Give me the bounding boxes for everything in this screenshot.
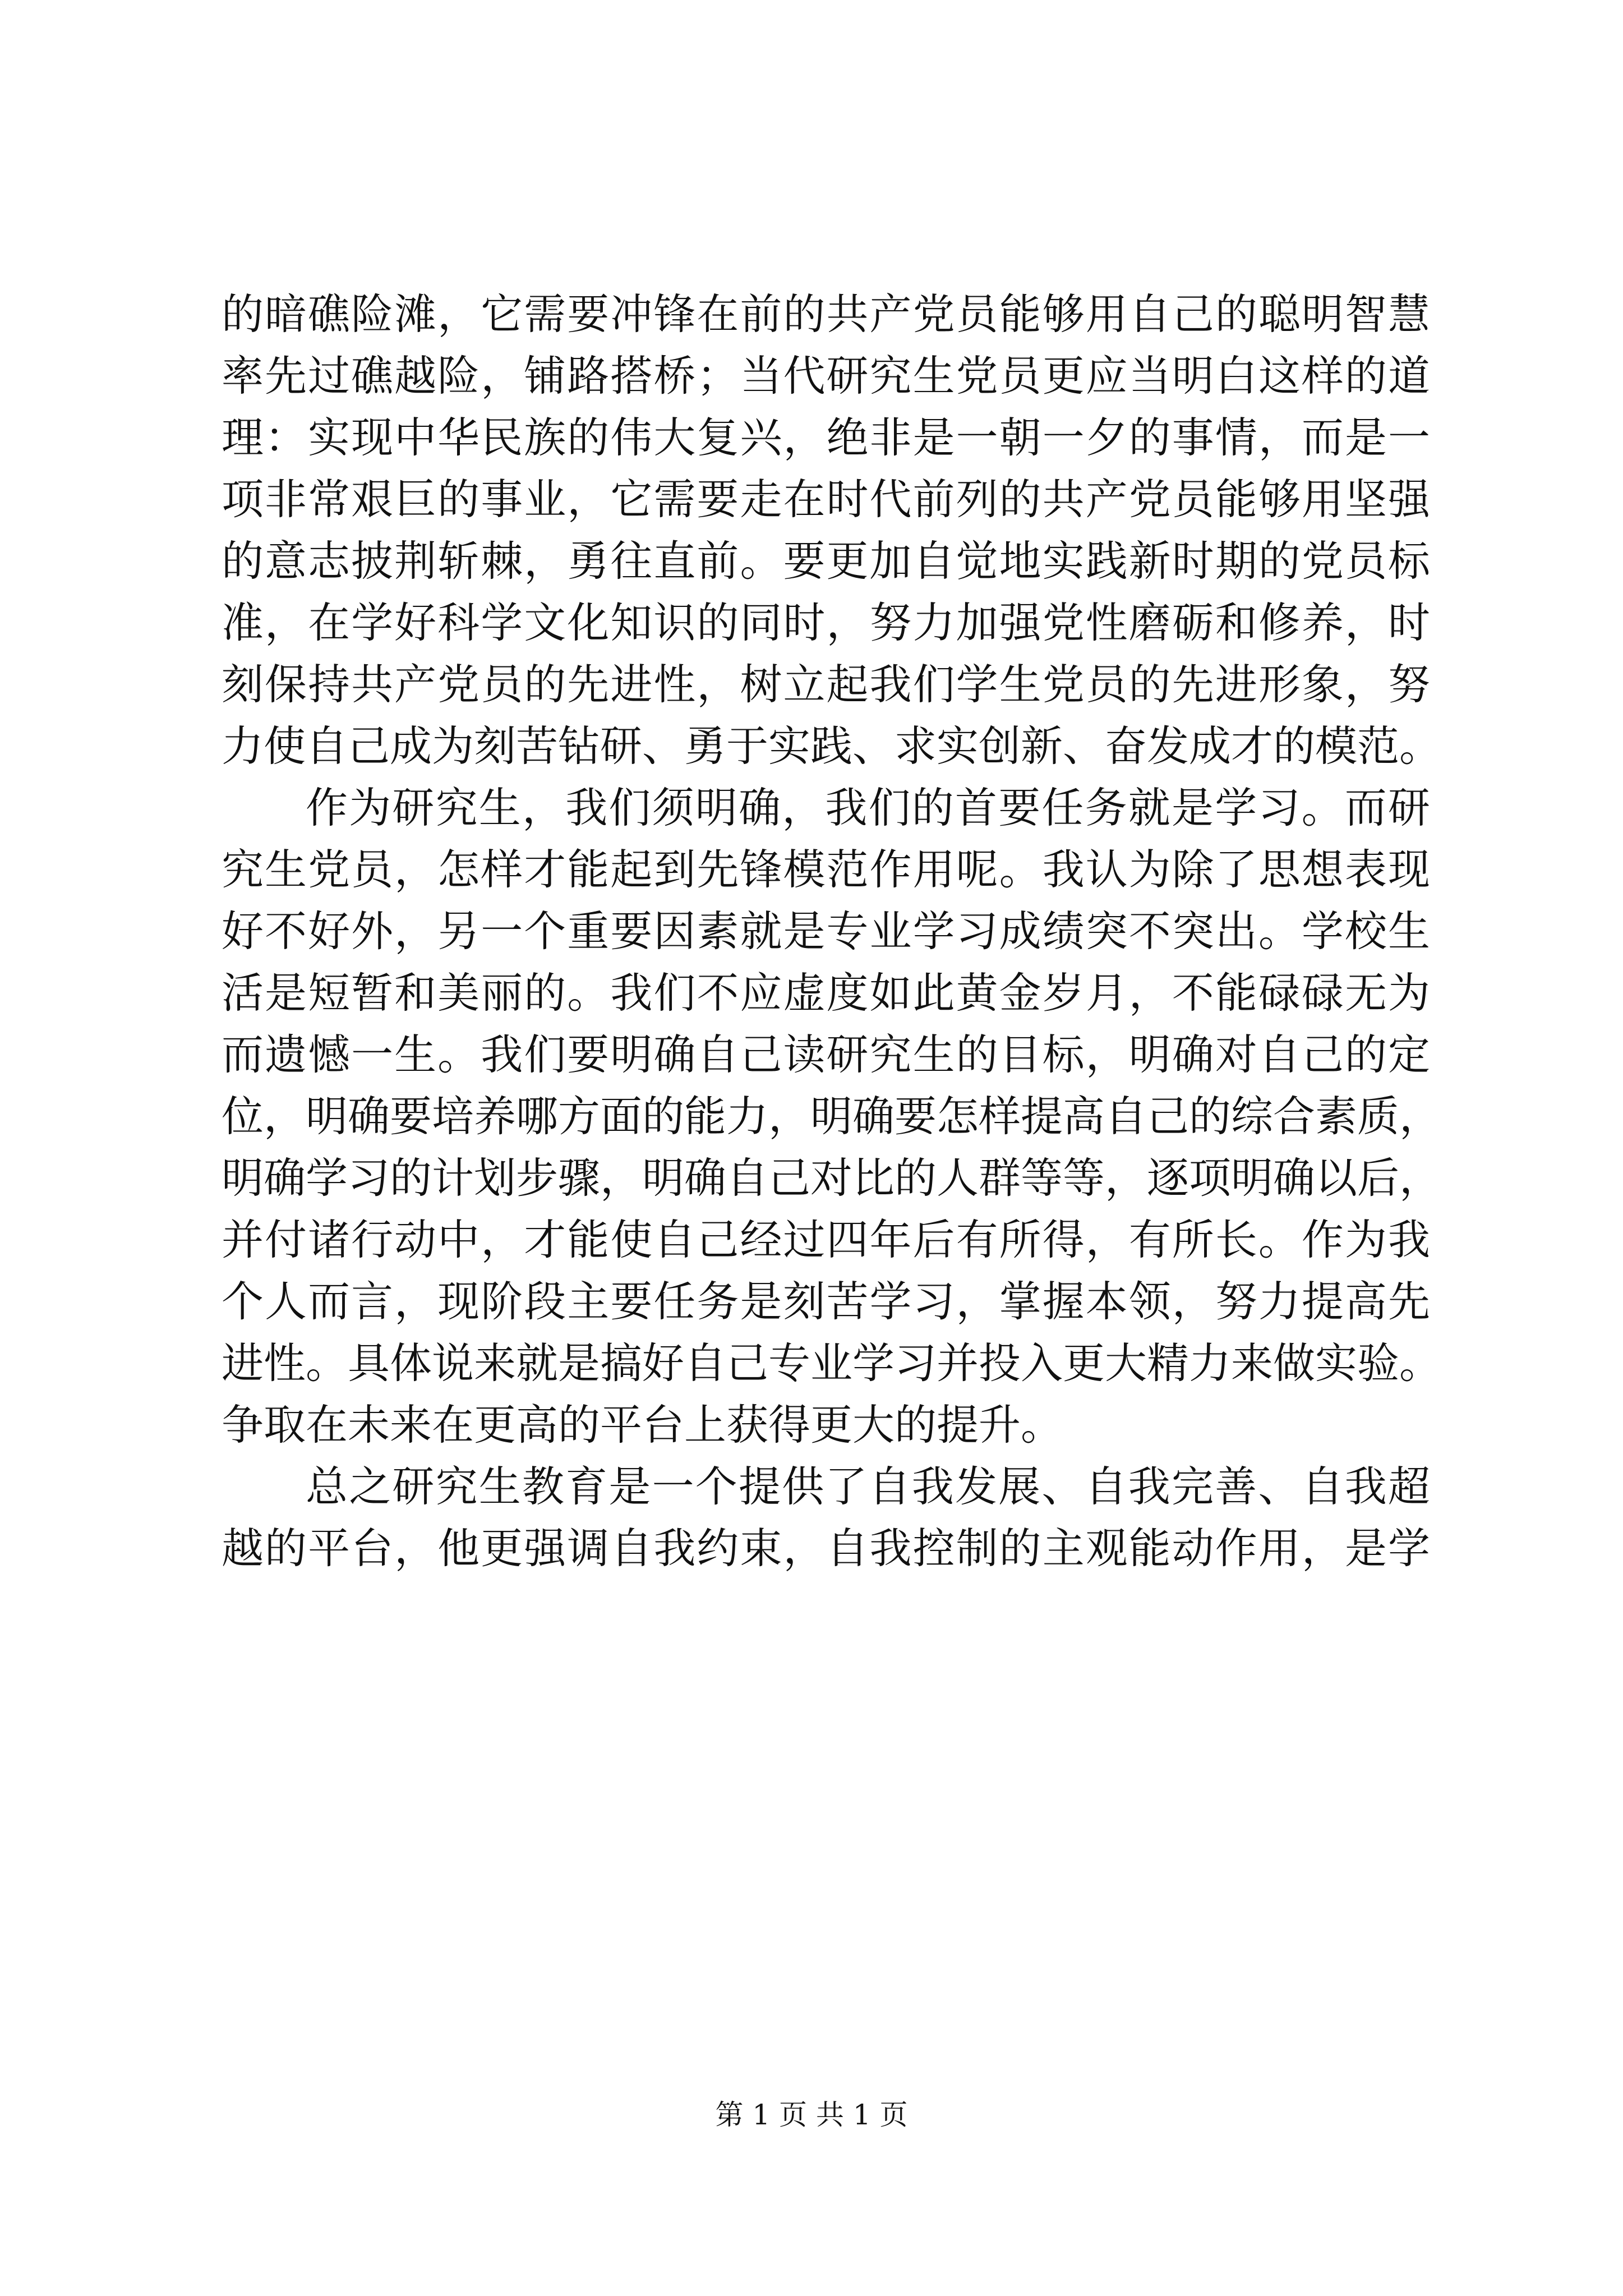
body-line: 好不好外，另一个重要因素就是专业学习成绩突不突出。学校生 (222, 907, 1430, 956)
body-line: 项非常艰巨的事业，它需要走在时代前列的共产党员能够用坚强 (222, 475, 1430, 524)
body-line: 明确学习的计划步骤，明确自己对比的人群等等，逐项明确以后， (222, 1153, 1442, 1203)
body-line: 的意志披荆斩棘，勇往直前。要更加自觉地实践新时期的党员标 (222, 536, 1430, 586)
body-line: 率先过礁越险，铺路搭桥；当代研究生党员更应当明白这样的道 (222, 351, 1430, 401)
page-number-footer: 第 1 页 共 1 页 (715, 2099, 908, 2131)
body-line: 进性。具体说来就是搞好自己专业学习并投入更大精力来做实验。 (222, 1338, 1442, 1388)
paragraph-first-line: 作为研究生，我们须明确，我们的首要任务就是学习。而研 (306, 783, 1430, 832)
body-line: 理：实现中华民族的伟大复兴，绝非是一朝一夕的事情，而是一 (222, 413, 1430, 462)
body-line: 准，在学好科学文化知识的同时，努力加强党性磨砺和修养，时 (222, 598, 1430, 647)
body-line: 越的平台，他更强调自我约束，自我控制的主观能动作用，是学 (222, 1524, 1430, 1573)
document-body (222, 283, 1442, 1579)
body-line: 刻保持共产党员的先进性，树立起我们学生党员的先进形象，努 (222, 660, 1430, 709)
body-line: 究生党员，怎样才能起到先锋模范作用呢。我认为除了思想表现 (222, 845, 1430, 894)
body-line: 并付诸行动中，才能使自己经过四年后有所得，有所长。作为我 (222, 1215, 1430, 1264)
paragraph-first-line: 总之研究生教育是一个提供了自我发展、自我完善、自我超 (306, 1462, 1430, 1511)
body-line: 个人而言，现阶段主要任务是刻苦学习，掌握本领，努力提高先 (222, 1277, 1430, 1326)
body-line: 活是短暂和美丽的。我们不应虚度如此黄金岁月，不能碌碌无为 (222, 968, 1430, 1018)
paragraph-last-line: 争取在未来在更高的平台上获得更大的提升。 (222, 1400, 1063, 1450)
body-line: 位，明确要培养哪方面的能力，明确要怎样提高自己的综合素质， (222, 1092, 1442, 1141)
body-line: 力使自己成为刻苦钻研、勇于实践、求实创新、奋发成才的模范。 (222, 721, 1442, 771)
body-line: 的暗礁险滩，它需要冲锋在前的共产党员能够用自己的聪明智慧 (222, 289, 1430, 339)
body-line: 而遗憾一生。我们要明确自己读研究生的目标，明确对自己的定 (222, 1030, 1430, 1079)
